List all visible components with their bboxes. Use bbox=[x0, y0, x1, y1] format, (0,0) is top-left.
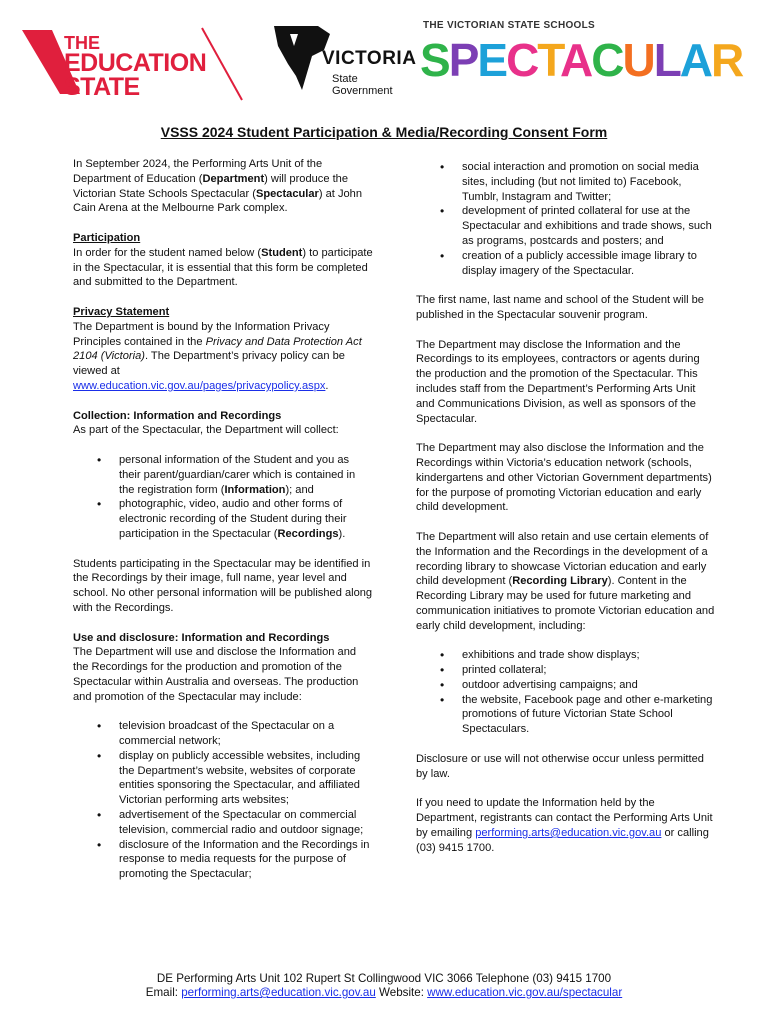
list-item: • exhibitions and trade show displays; bbox=[462, 648, 716, 663]
spectacular-letter: U bbox=[622, 34, 654, 86]
spectacular-logo bbox=[420, 20, 750, 98]
contact-text-1: If you need to update the Information held by the Department, registrants can contact the Performing Arts Unit by emailing bbox=[416, 797, 713, 839]
footer bbox=[0, 972, 768, 1000]
education-state-logo bbox=[22, 24, 244, 102]
spectacular-letter: C bbox=[506, 34, 538, 86]
recording-library-text-1: The Department will also retain and use certain elements of the Information and the Recordings in the development of a recording library to showcase Victorian education and early child development ( bbox=[416, 530, 709, 588]
disclosure-law-paragraph: Disclosure or use will not otherwise occur unless permitted by law. bbox=[416, 752, 704, 780]
collection-item-1-text-1: personal information of the Student and you as their parent/guardian/carer which is contained in the registration form ( bbox=[119, 453, 356, 496]
list-item: • disclosure of the Information and the Recordings in response to media requests for the purpose of promoting the Spectacular; bbox=[119, 838, 373, 882]
vic-logo-line2: Government bbox=[332, 85, 393, 97]
spectacular-letter: A bbox=[559, 34, 592, 86]
right-column bbox=[416, 160, 716, 870]
identified-paragraph: Students participating in the Spectacular may be identified in the Recordings by their image, full name, year level and school. No other personal information will be published along with the Recordings. bbox=[73, 557, 373, 614]
spectacular-letter: A bbox=[679, 34, 712, 86]
privacy-heading: Privacy Statement bbox=[73, 305, 170, 318]
state-government-text bbox=[332, 73, 393, 97]
participation-text-2: ) to participate in the Spectacular, it is essential that this form be completed and submitted to the Department. bbox=[73, 246, 373, 289]
footer-email-label: Email: bbox=[145, 986, 182, 999]
intro-text-3: ) at John Cain Arena at the Melbourne Park complex. bbox=[73, 187, 363, 215]
collection-intro: As part of the Spectacular, the Department will collect: bbox=[73, 424, 339, 437]
victoria-government-logo bbox=[272, 24, 417, 102]
edu-logo-the: THE bbox=[64, 33, 100, 53]
collection-list bbox=[73, 453, 373, 542]
recording-library-bold: Recording Library bbox=[512, 575, 608, 588]
privacy-text-1: The Department is bound by the Information Privacy Principles contained in the bbox=[73, 320, 330, 348]
contact-email-link[interactable]: performing.arts@education.vic.gov.au bbox=[475, 826, 662, 839]
list-item: • the website, Facebook page and other e-marketing promotions of future Victorian State School Spectaculars. bbox=[462, 693, 716, 737]
page-title bbox=[0, 124, 768, 140]
disclose-staff-paragraph: The Department may disclose the Information and the Recordings to its employees, contractors or agents during the production and the promotion of the Spectacular. This includes staff from the Department’s Performing Arts Unit and Communications Division, as well as sponsors of the Spectacular. bbox=[416, 338, 700, 425]
header bbox=[0, 16, 768, 101]
spectacular-letter: R bbox=[711, 34, 743, 86]
privacy-text-2: . The Department’s privacy policy can be viewed at bbox=[73, 350, 345, 378]
list-item: • display on publicly accessible websites, including the Department’s website, websites of corporate entities sponsoring the Spectacular, and affiliated Victorian performing arts websites; bbox=[119, 749, 373, 808]
edu-logo-education: EDUCATION bbox=[64, 49, 207, 77]
spectacular-letter: E bbox=[477, 34, 507, 86]
privacy-paragraph bbox=[73, 320, 373, 394]
collection-item-1-bold: Information bbox=[224, 483, 286, 496]
spectacular-letter: T bbox=[537, 34, 560, 86]
footer-email-link[interactable]: performing.arts@education.vic.gov.au bbox=[181, 986, 376, 999]
recording-library-paragraph bbox=[416, 530, 716, 634]
intro-paragraph bbox=[73, 157, 373, 216]
list-item: • development of printed collateral for use at the Spectacular and exhibitions and trade shows, such as programs, postcards and posters; and bbox=[462, 204, 716, 248]
vic-logo-line1: State bbox=[332, 73, 358, 85]
spectacular-letter: C bbox=[591, 34, 623, 86]
recording-library-list bbox=[416, 648, 716, 737]
page-title-text: VSSS 2024 Student Participation & Media/Recording Consent Form bbox=[160, 124, 608, 140]
use-heading: Use and disclosure: Information and Recordings bbox=[73, 631, 330, 644]
collection-item-2-text-2: ). bbox=[338, 527, 346, 540]
privacy-policy-link[interactable]: www.education.vic.gov.au/pages/privacypolicy.aspx bbox=[73, 379, 326, 392]
footer-website-link[interactable]: www.education.vic.gov.au/spectacular bbox=[427, 986, 623, 999]
participation-heading: Participation bbox=[73, 231, 141, 244]
collection-item-1-text-2: ); and bbox=[285, 483, 314, 496]
footer-contact bbox=[0, 986, 768, 1000]
souvenir-paragraph: The first name, last name and school of the Student will be published in the Spectacular souvenir program. bbox=[416, 294, 704, 321]
intro-bold-department: Department bbox=[202, 172, 265, 185]
edu-logo-state: STATE bbox=[64, 73, 140, 101]
list-item: • outdoor advertising campaigns; and bbox=[462, 678, 716, 693]
recording-library-text-2: ). Content in the Recording Library may be used for future marketing and communication initiatives to promote Victorian education and early child development, including: bbox=[416, 575, 715, 632]
spectacular-wordmark bbox=[420, 32, 742, 88]
intro-text-2: ) will produce the Victorian State Schools Spectacular ( bbox=[73, 172, 349, 200]
footer-address: DE Performing Arts Unit 102 Rupert St Collingwood VIC 3066 Telephone (03) 9415 1700 bbox=[156, 972, 612, 985]
spectacular-logo-subtitle: THE VICTORIAN STATE SCHOOLS bbox=[423, 20, 595, 31]
list-item: • television broadcast of the Spectacular on a commercial network; bbox=[119, 719, 373, 749]
spectacular-letter: L bbox=[653, 34, 680, 86]
collection-item-information bbox=[119, 453, 373, 497]
privacy-act-name: Privacy and Data Protection Act 2104 (Victoria) bbox=[73, 335, 362, 363]
list-item: • creation of a publicly accessible image library to display imagery of the Spectacular. bbox=[462, 249, 716, 279]
privacy-text-3: . bbox=[325, 379, 329, 392]
use-paragraph: The Department will use and disclose the Information and the Recordings for the production and promotion of the Spectacular within Australia and overseas. The production and promotion of the Spectacular may include: bbox=[73, 646, 359, 703]
footer-website-label: Website: bbox=[375, 986, 428, 999]
collection-item-2-bold: Recordings bbox=[277, 527, 339, 540]
intro-text-1: In September 2024, the Performing Arts Unit of the Department of Education ( bbox=[73, 158, 323, 185]
list-item: • advertisement of the Spectacular on commercial television, commercial radio and outdoor signage; bbox=[119, 808, 373, 838]
intro-bold-spectacular: Spectacular bbox=[255, 187, 319, 200]
disclose-network-paragraph: The Department may also disclose the Information and the Recordings within Victoria’s education network (schools, kindergartens and other Victorian Government departments) for the purpose of promoting Victorian education and early child development. bbox=[416, 442, 712, 514]
collection-item-recordings bbox=[119, 497, 373, 541]
participation-paragraph bbox=[73, 246, 373, 290]
use-list-continued bbox=[416, 160, 716, 278]
collection-item-2-text-1: photographic, video, audio and other forms of electronic recording of the Student during their participation in the Spectacular ( bbox=[119, 498, 347, 540]
contact-text-2: or calling (03) 9415 1700. bbox=[416, 826, 709, 854]
contact-paragraph bbox=[416, 796, 716, 855]
left-column bbox=[73, 157, 373, 897]
list-item: • printed collateral; bbox=[462, 663, 716, 678]
spectacular-letter: S bbox=[420, 34, 449, 86]
spectacular-letter: P bbox=[448, 34, 478, 86]
participation-bold-student: Student bbox=[261, 246, 303, 259]
collection-heading: Collection: Information and Recordings bbox=[73, 409, 282, 422]
use-list bbox=[73, 719, 373, 882]
list-item: • social interaction and promotion on social media sites, including (but not limited to) Facebook, Tumblr, Instagram and Twitter; bbox=[462, 160, 716, 204]
victoria-wordmark: VICTORIA bbox=[322, 48, 417, 69]
participation-text-1: In order for the student named below ( bbox=[73, 246, 262, 259]
